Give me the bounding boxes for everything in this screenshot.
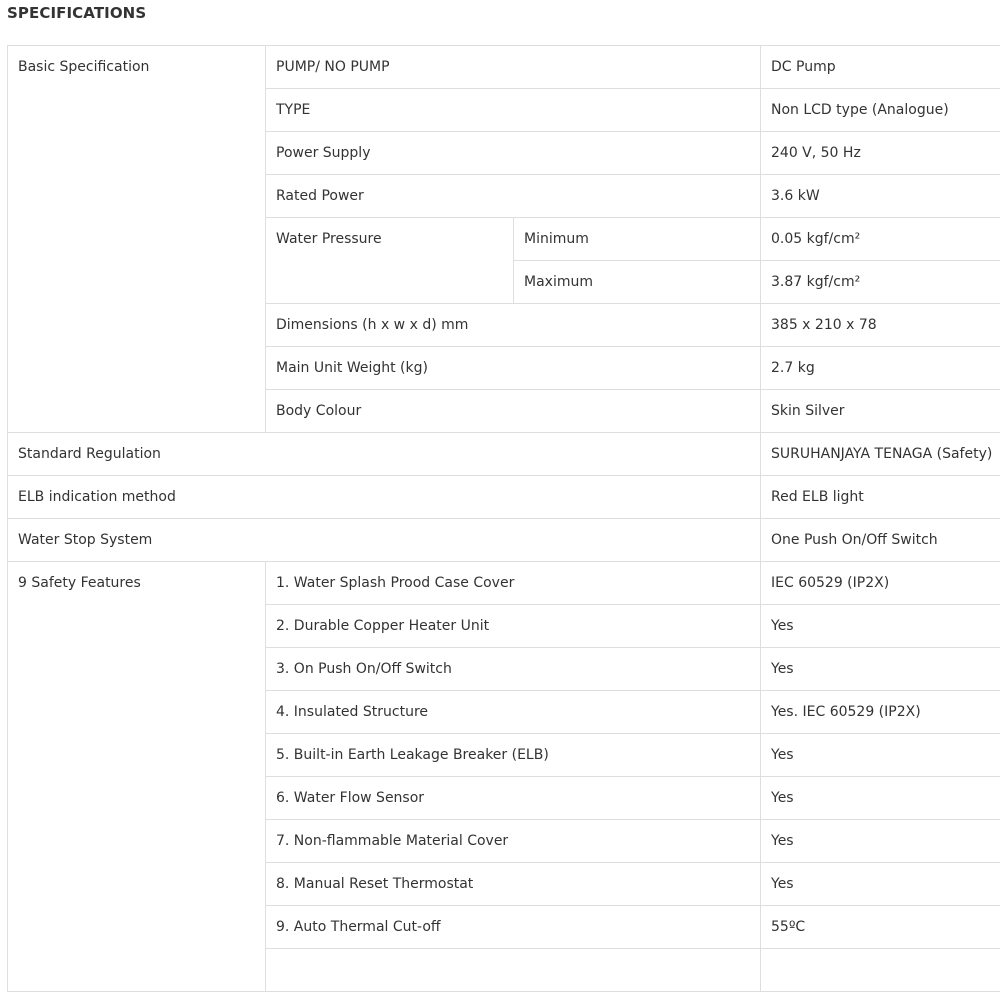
spec-label-elb-indication: ELB indication method [8,476,761,519]
spec-label-body-colour: Body Colour [266,390,761,433]
table-row [8,46,1000,89]
page-title: SPECIFICATIONS [7,4,146,22]
safety-feature-value: Yes [761,820,1000,863]
table-row [8,433,1000,476]
safety-feature-value: IEC 60529 (IP2X) [761,562,1000,605]
safety-feature-label: 7. Non-flammable Material Cover [266,820,761,863]
spec-label-pump: PUMP/ NO PUMP [266,46,761,89]
spec-value-pump: DC Pump [761,46,1000,89]
table-row [8,519,1000,562]
spec-sublabel-maximum: Maximum [514,261,761,304]
spec-value-maximum-pressure: 3.87 kgf/cm² [761,261,1000,304]
spec-label-water-stop: Water Stop System [8,519,761,562]
spec-value-dimensions: 385 x 210 x 78 [761,304,1000,347]
group-label-basic-specification: Basic Specification [8,46,266,433]
safety-feature-label: 8. Manual Reset Thermostat [266,863,761,906]
safety-feature-value: Yes [761,605,1000,648]
spec-label-type: TYPE [266,89,761,132]
safety-feature-value: 55ºC [761,906,1000,949]
spec-label-weight: Main Unit Weight (kg) [266,347,761,390]
safety-feature-label: 2. Durable Copper Heater Unit [266,605,761,648]
spec-value-weight: 2.7 kg [761,347,1000,390]
safety-feature-label: 3. On Push On/Off Switch [266,648,761,691]
spec-label-water-pressure: Water Pressure [266,218,514,304]
table-row [8,476,1000,519]
spec-value-type: Non LCD type (Analogue) [761,89,1000,132]
safety-feature-value: Yes. IEC 60529 (IP2X) [761,691,1000,734]
spec-value-minimum-pressure: 0.05 kgf/cm² [761,218,1000,261]
group-label-safety-features: 9 Safety Features [8,562,266,992]
safety-feature-label: 5. Built-in Earth Leakage Breaker (ELB) [266,734,761,777]
safety-feature-value: Yes [761,863,1000,906]
spec-label-rated-power: Rated Power [266,175,761,218]
spec-label-power-supply: Power Supply [266,132,761,175]
spec-value-elb-indication: Red ELB light [761,476,1000,519]
specifications-table [7,45,1000,992]
safety-feature-value: Yes [761,648,1000,691]
spec-value-water-stop: One Push On/Off Switch [761,519,1000,562]
spec-sublabel-minimum: Minimum [514,218,761,261]
safety-feature-value: Yes [761,777,1000,820]
safety-feature-label: 6. Water Flow Sensor [266,777,761,820]
safety-feature-value: Yes [761,734,1000,777]
spec-value-power-supply: 240 V, 50 Hz [761,132,1000,175]
spec-value-rated-power: 3.6 kW [761,175,1000,218]
spec-value-body-colour: Skin Silver [761,390,1000,433]
spec-label-dimensions: Dimensions (h x w x d) mm [266,304,761,347]
safety-feature-label: 9. Auto Thermal Cut-off [266,906,761,949]
spec-label-standard-regulation: Standard Regulation [8,433,761,476]
spec-value-standard-regulation: SURUHANJAYA TENAGA (Safety) [761,433,1000,476]
safety-feature-label: 1. Water Splash Prood Case Cover [266,562,761,605]
table-row [8,562,1000,605]
safety-feature-label: 4. Insulated Structure [266,691,761,734]
